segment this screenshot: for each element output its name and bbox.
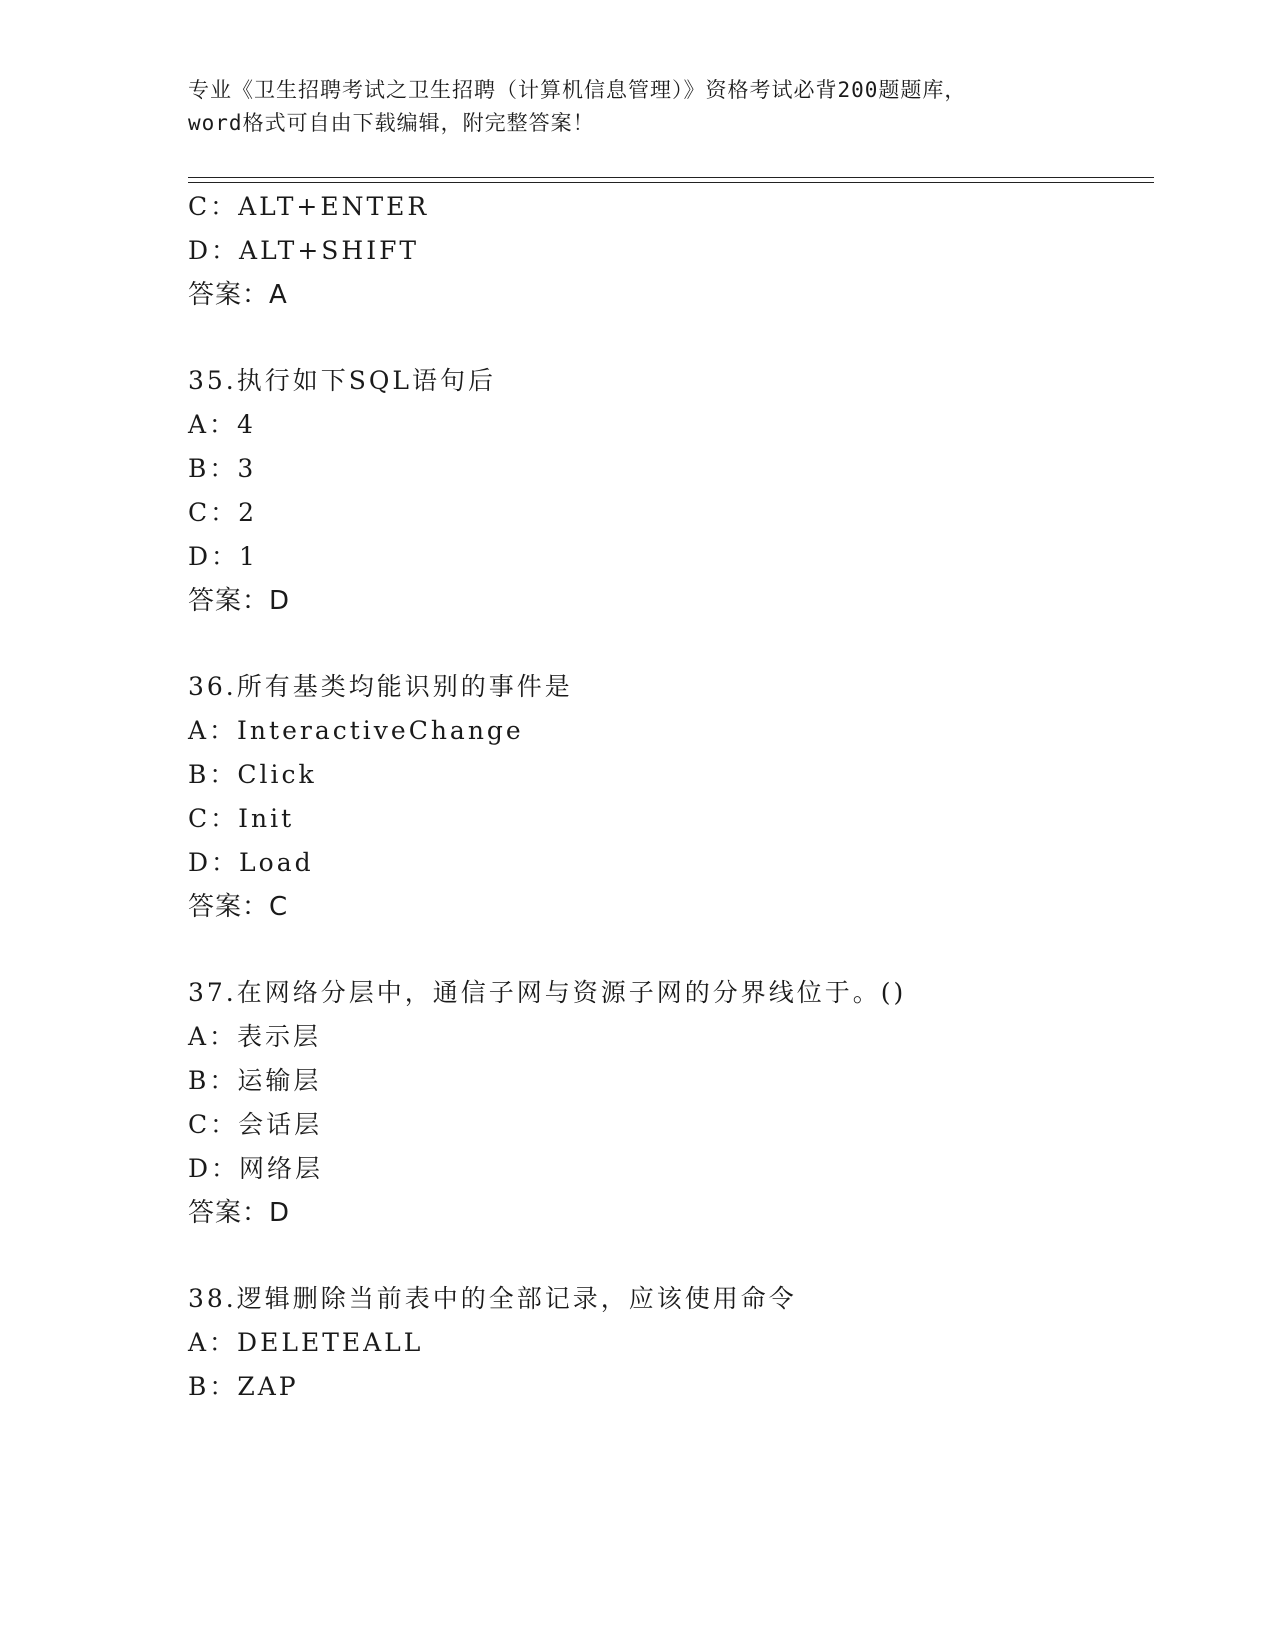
header-divider-top <box>188 177 1154 178</box>
q36-answer: 答案：C <box>188 892 289 922</box>
q36-option-b: B：Click <box>188 760 317 789</box>
q37-option-b: B：运输层 <box>188 1066 322 1095</box>
header-divider-bottom <box>188 182 1154 183</box>
q35-option-d: D：1 <box>188 542 258 571</box>
q35-option-c: C：2 <box>188 498 258 527</box>
header-title-line-1: 专业《卫生招聘考试之卫生招聘（计算机信息管理）》资格考试必背200题题库， <box>188 78 967 102</box>
q38-option-b: B：ZAP <box>188 1372 299 1401</box>
q37-option-c: C：会话层 <box>188 1110 323 1139</box>
q34-answer: 答案：A <box>188 280 288 310</box>
q35-answer: 答案：D <box>188 586 291 616</box>
q36-question: 36.所有基类均能识别的事件是 <box>188 672 573 701</box>
q34-option-c: C：ALT+ENTER <box>188 192 430 221</box>
q34-option-d: D：ALT+SHIFT <box>188 236 420 265</box>
q36-option-c: C：Init <box>188 804 295 833</box>
header-title-line-2: word格式可自由下载编辑，附完整答案！ <box>188 111 595 135</box>
q37-answer: 答案：D <box>188 1198 291 1228</box>
q36-option-a: A：InteractiveChange <box>188 716 524 745</box>
q38-option-a: A：DELETEALL <box>188 1328 424 1357</box>
q35-option-a: A：4 <box>188 410 256 439</box>
q35-option-b: B：3 <box>188 454 257 483</box>
q38-question: 38.逻辑删除当前表中的全部记录，应该使用命令 <box>188 1284 797 1313</box>
q37-option-a: A：表示层 <box>188 1022 322 1051</box>
q37-question: 37.在网络分层中，通信子网与资源子网的分界线位于。() <box>188 978 907 1007</box>
document-header <box>188 74 1088 140</box>
q36-option-d: D：Load <box>188 848 314 877</box>
q35-question: 35.执行如下SQL语句后 <box>188 366 496 395</box>
q37-option-d: D：网络层 <box>188 1154 324 1183</box>
